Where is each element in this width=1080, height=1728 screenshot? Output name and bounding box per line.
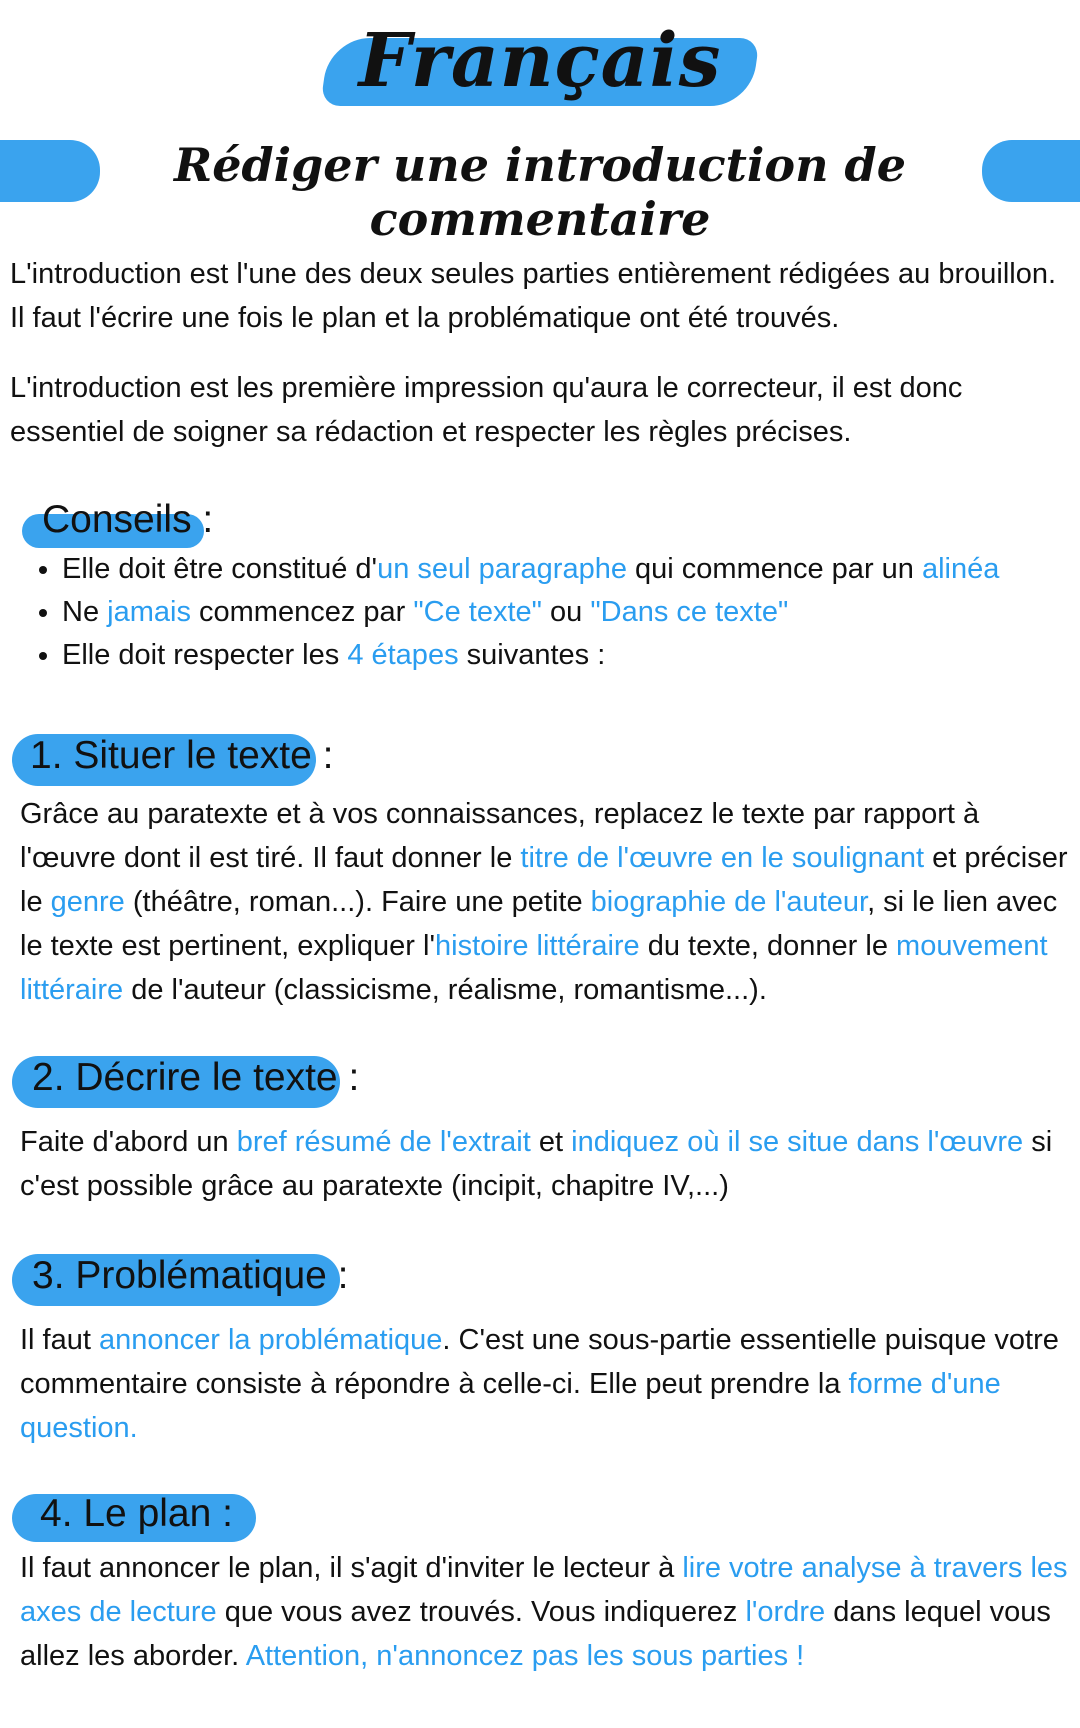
conseils-heading: Conseils : xyxy=(42,498,214,541)
section-1-paragraph: Grâce au paratexte et à vos connaissances, replacez le texte par rapport à l'œuvre dont il est tiré. Il faut donner le titre de l'œuvre en le soulignant et préciser le genre (théâtre, roman...). Faire une petite biographie de l'auteur, si le lien avec le texte est pertinent, expliquer l'histoire littéraire du texte, donner le mouvement littéraire de l'auteur (classicisme, réalisme, romantisme...). xyxy=(20,798,1068,1006)
section-4-heading: 4. Le plan : xyxy=(40,1492,233,1535)
list-item: • Elle doit être constitué d'un seul paragraphe qui commence par un alinéa xyxy=(62,548,1062,591)
section-2-heading: 2. Décrire le texte : xyxy=(32,1056,360,1099)
intro-paragraph-1: L'introduction est l'une des deux seules parties entièrement rédigées au brouillon. Il faut l'écrire une fois le plan et la problématique ont été trouvés. xyxy=(10,258,1057,334)
page-subtitle: Rédiger une introduction de commentaire xyxy=(174,138,906,246)
intro-paragraph-2: L'introduction est les première impression qu'aura le correcteur, il est donc essentiel de soigner sa rédaction et respecter les règles précises. xyxy=(10,372,963,448)
page-title: Français xyxy=(358,18,722,104)
section-4-paragraph: Il faut annoncer le plan, il s'agit d'inviter le lecteur à lire votre analyse à travers les axes de lecture que vous avez trouvés. Vous indiquerez l'ordre dans lequel vous allez les aborder. Attention, n'annoncez pas les sous parties ! xyxy=(20,1552,1068,1672)
section-3-paragraph: Il faut annoncer la problématique. C'est une sous-partie essentielle puisque votre commentaire consiste à répondre à celle-ci. Elle peut prendre la forme d'une question. xyxy=(20,1324,1059,1444)
section-3-heading: 3. Problématique : xyxy=(32,1254,349,1297)
section-1-heading: 1. Situer le texte : xyxy=(30,734,334,777)
conseils-list xyxy=(20,548,1062,677)
section-2-paragraph: Faite d'abord un bref résumé de l'extrait et indiquez où il se situe dans l'œuvre si c'est possible grâce au paratexte (incipit, chapitre IV,...) xyxy=(20,1126,1053,1202)
list-item: • Elle doit respecter les 4 étapes suivantes : xyxy=(62,634,1062,677)
list-item: • Ne jamais commencez par "Ce texte" ou "Dans ce texte" xyxy=(62,591,1062,634)
